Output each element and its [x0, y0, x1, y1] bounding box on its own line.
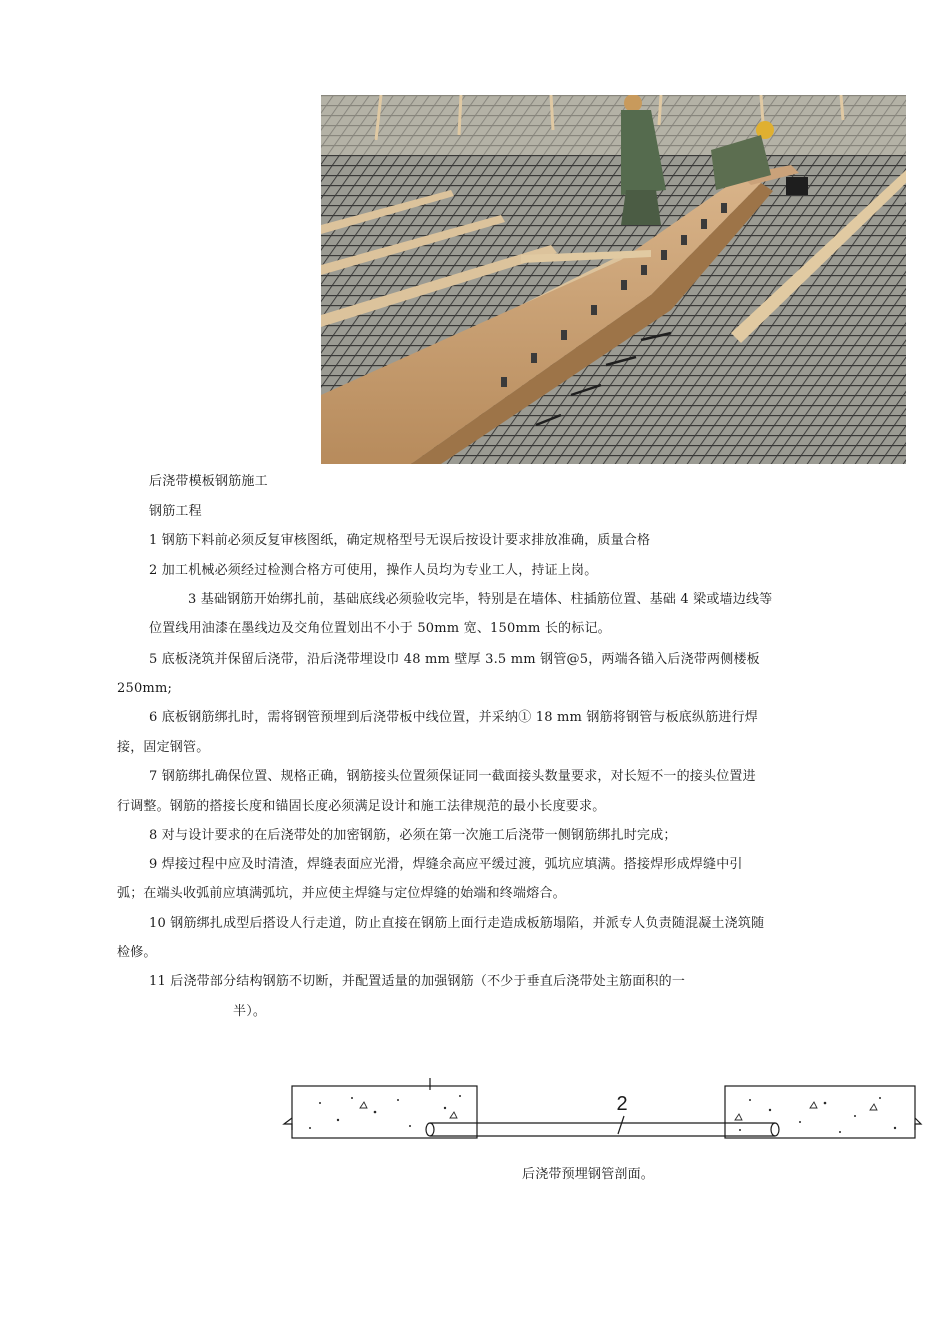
pipe-label: 2 — [616, 1093, 628, 1115]
pipe-left-end — [426, 1123, 434, 1136]
left-break-mark — [284, 1118, 292, 1130]
paragraph-7-line-1: 7 钢筋绑扎确保位置、规格正确，钢筋接头位置须保证同一截面接头数量要求，对长短不一的接头位置进 — [149, 769, 756, 784]
paragraph-11-line-2: 半）。 — [233, 1004, 267, 1019]
paragraph-3-line-1: 3 基础钢筋开始绑扎前，基础底线必须验收完毕，特别是在墙体、柱插筋位置、基础 4 梁或墙边线等 — [188, 592, 773, 607]
leader-line — [618, 1116, 624, 1134]
left-slab — [292, 1086, 477, 1138]
paragraph-1: 1 钢筋下料前必须反复审核图纸，确定规格型号无误后按设计要求排放准确，质量合格 — [149, 533, 651, 548]
right-slab — [725, 1086, 915, 1138]
paragraph-9-line-2: 弧；在端头收弧前应填满弧坑，并应使主焊缝与定位焊缝的始端和终端熔合。 — [117, 886, 566, 901]
paragraph-6-line-1: 6 底板钢筋绑扎时，需将钢管预埋到后浇带板中线位置，并采纳① 18 mm 钢筋将钢管与板底纵筋进行焊 — [149, 710, 758, 725]
paragraph-3-line-2: 位置线用油漆在墨线边及交角位置划出不小于 50mm 宽、150mm 长的标记。 — [149, 621, 611, 636]
paragraph-6-line-2: 接，固定钢管。 — [117, 740, 210, 755]
concrete-texture — [309, 1095, 896, 1133]
photo-caption: 后浇带模板钢筋施工 — [149, 474, 268, 489]
section-heading: 钢筋工程 — [149, 504, 202, 519]
paragraph-11-line-1: 11 后浇带部分结构钢筋不切断，并配置适量的加强钢筋（不少于垂直后浇带处主筋面积的一 — [149, 974, 686, 989]
diagram-caption: 后浇带预埋钢管剖面。 — [522, 1167, 655, 1182]
paragraph-5-line-1: 5 底板浇筑并保留后浇带，沿后浇带埋设巾 48 mm 壁厚 3.5 mm 钢管@5，两端各锚入后浇带两侧楼板 — [149, 652, 760, 667]
paragraph-8: 8 对与设计要求的在后浇带处的加密钢筋，必须在第一次施工后浇带一侧钢筋绑扎时完成； — [149, 828, 677, 843]
pipe-right-end — [771, 1123, 779, 1136]
paragraph-9-line-1: 9 焊接过程中应及时清渣，焊缝表面应光滑，焊缝余高应平缓过渡，弧坑应填满。搭接焊形成焊缝中引 — [149, 857, 743, 872]
paragraph-10-line-2: 检修。 — [117, 945, 157, 960]
paragraph-2: 2 加工机械必须经过检测合格方可使用，操作人员均为专业工人，持证上岗。 — [149, 563, 598, 578]
paragraph-7-line-2: 行调整。钢筋的搭接长度和锚固长度必须满足设计和施工法律规范的最小长度要求。 — [117, 799, 606, 814]
paragraph-10-line-1: 10 钢筋绑扎成型后搭设人行走道，防止直接在钢筋上面行走造成板筋塌陷，并派专人负责随混凝土浇筑随 — [149, 916, 765, 931]
pipe-section-diagram — [280, 1048, 930, 1148]
construction-photo — [321, 95, 906, 464]
paragraph-5-line-2: 250mm; — [117, 681, 173, 696]
right-break-mark — [915, 1118, 921, 1130]
